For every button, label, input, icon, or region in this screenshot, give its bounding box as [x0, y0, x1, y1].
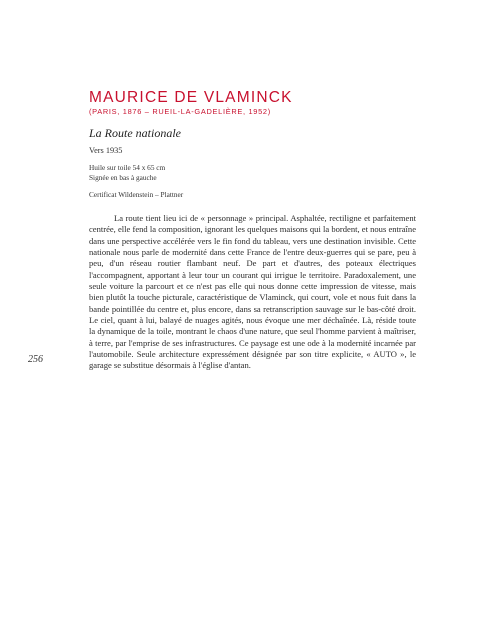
- artwork-certificate: Certificat Wildenstein – Plattner: [89, 190, 184, 199]
- artwork-signature: Signée en bas à gauche: [89, 173, 157, 182]
- artwork-date: Vers 1935: [89, 146, 123, 155]
- description-paragraph: La route tient lieu ici de « personnage » principal. Asphaltée, rectiligne et parfaitement centrée, elle fend la composition, ignorant les quelques maisons qui la bordent, et nous entraîne dans une perspective accélérée vers le fin fond du tableau, vers une destination invisible. Cette nationale nous parle de modernité dans cette France de l'entre deux-guerres qui se pare, peu à peu, d'un réseau routier flambant neuf. De part et d'autres, des poteaux électriques l'accompagnent, apportant à leur tour un courant qui irrigue le territoire. Paradoxalement, une seule voiture la parcourt et ce n'est pas elle qui nous donne cette impression de vitesse, mais bien plutôt la touche picturale, caractéristique de Vlaminck, qui court, vole et nous fuit dans la bande pointillée du centre et, plus encore, dans sa retranscription sauvage sur le bas-côté droit. Le ciel, quant à lui, balayé de nuages agités, nous évoque une mer déchaînée. Là, réside toute la dynamique de la toile, montrant le chaos d'une nature, que seul l'homme parvient à maîtriser, à terre, par l'emprise de ses infrastructures. Ce paysage est une ode à la modernité incarnée par l'automobile. Seule architecture expressément désignée par son titre explicite, « AUTO », le garage se substitue désormais à l'église d'antan.: [89, 213, 416, 371]
- artist-birth-death: (PARIS, 1876 – RUEIL-LA-GADELIÈRE, 1952): [89, 107, 271, 116]
- artwork-title: La Route nationale: [89, 126, 181, 140]
- artist-name: MAURICE DE VLAMINCK: [89, 89, 293, 106]
- artwork-medium: Huile sur toile 54 x 65 cm: [89, 163, 166, 172]
- page-number: 256: [28, 354, 43, 365]
